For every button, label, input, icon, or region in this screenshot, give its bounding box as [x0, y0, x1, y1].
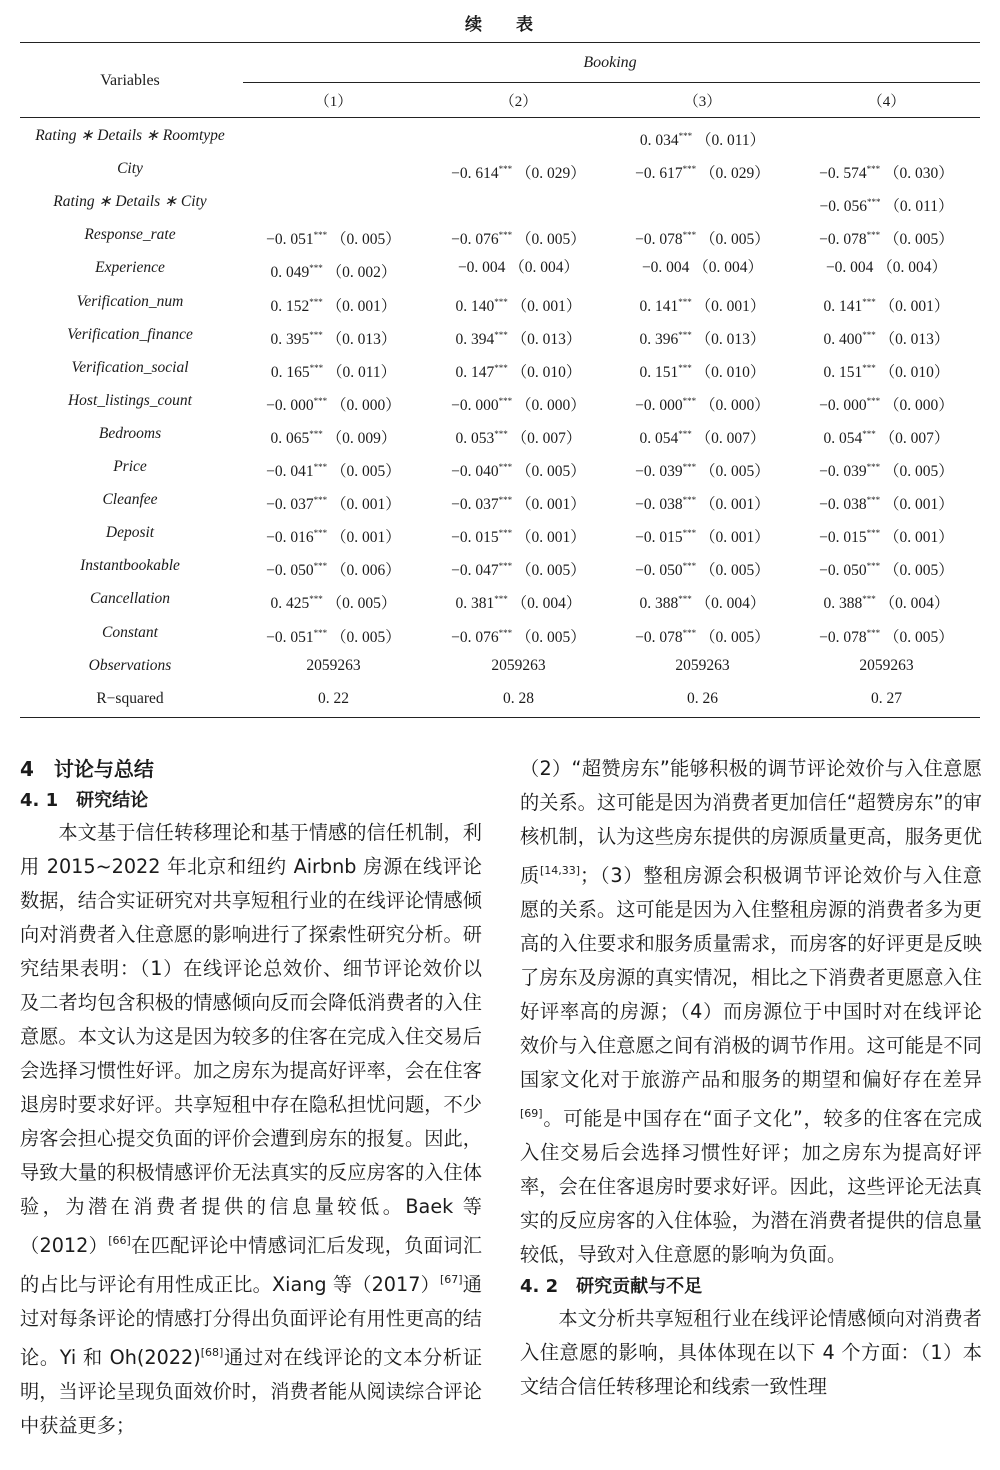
variables-header: Variables [100, 72, 160, 89]
section-heading: 4 讨论与总结 [20, 757, 154, 781]
table-cell: 0. 22 [318, 689, 349, 707]
table-cell: 0. 28 [503, 689, 534, 707]
table-cell: −0. 078*** （0. 005） [635, 627, 770, 646]
table-cell: −0. 040*** （0. 005） [451, 462, 586, 480]
row-variable-name: City [117, 160, 143, 178]
table-cell: −0. 039*** （0. 005） [819, 462, 954, 480]
column-label-2: （2） [499, 94, 538, 110]
row-variable-name: Constant [102, 623, 158, 641]
table-cell: 0. 053*** （0. 007） [455, 428, 582, 447]
table-cell: −0. 078*** （0. 005） [635, 230, 770, 249]
table-cell: −0. 015*** （0. 001） [635, 528, 770, 547]
table-cell: −0. 050*** （0. 005） [635, 561, 770, 580]
subsection-heading-4-1: 4. 1 研究结论 [20, 790, 149, 811]
table-cell: 0. 27 [871, 689, 902, 707]
table-cell: 0. 381*** （0. 004） [455, 594, 582, 613]
table-cell: −0. 078*** （0. 005） [819, 230, 954, 249]
table-cell: −0. 574*** （0. 030） [819, 164, 954, 183]
table-cell: 0. 054*** （0. 007） [639, 428, 766, 447]
table-cell: −0. 000*** （0. 000） [819, 395, 954, 414]
row-variable-name: Instantbookable [80, 557, 180, 575]
column-label-1: （1） [314, 94, 353, 110]
table-cell: 0. 388*** （0. 004） [639, 594, 766, 613]
table-cell: 0. 26 [687, 689, 718, 707]
table-top-rule [20, 42, 980, 43]
subsection-heading-4-2: 4. 2 研究贡献与不足 [520, 1276, 703, 1297]
table-cell: 0. 049*** （0. 002） [270, 263, 397, 282]
table-cell: 0. 395*** （0. 013） [270, 329, 397, 348]
row-variable-name: Rating ∗ Details ∗ Roomtype [35, 127, 225, 144]
row-variable-name: Cleanfee [102, 491, 158, 509]
table-cell: −0. 617*** （0. 029） [635, 164, 770, 183]
row-variable-name: Bedrooms [98, 424, 162, 442]
table-cell: −0. 076*** （0. 005） [451, 230, 586, 249]
row-variable-name: Experience [95, 259, 165, 277]
table-cell: −0. 037*** （0. 001） [266, 495, 401, 514]
table-cell: −0. 000*** （0. 000） [266, 395, 401, 414]
table-cell: −0. 041*** （0. 005） [266, 462, 401, 480]
row-variable-name: Host_listings_count [67, 391, 192, 409]
table-cell: 0. 165*** （0. 011） [270, 362, 397, 381]
right-text-column [520, 752, 982, 1404]
table-cell: −0. 050*** （0. 005） [819, 561, 954, 580]
column-label-3: （3） [683, 94, 722, 110]
table-cell: −0. 039*** （0. 005） [635, 462, 770, 480]
row-variable-name: Rating ∗ Details ∗ City [53, 193, 207, 211]
row-variable-name: Price [113, 458, 147, 475]
table-cell: −0. 004 （0. 004） [641, 259, 764, 277]
table-cell: 2059263 [675, 656, 730, 674]
booking-group-header: Booking [583, 54, 637, 71]
table-cell: −0. 016*** （0. 001） [266, 528, 401, 547]
table-cell: 0. 054*** （0. 007） [823, 428, 950, 447]
table-cell: −0. 056*** （0. 011） [819, 197, 954, 216]
table-cell: −0. 000*** （0. 000） [451, 395, 586, 414]
table-cell: 0. 151*** （0. 010） [823, 362, 950, 381]
conclusion-paragraph-continued: （2）“超赞房东”能够积极的调节评论效价与入住意愿的关系。这可能是因为消费者更加信任“超赞房东”的审核机制，认为这些房东提供的房源质量更高，服务更优质[14,33]；（3）整租房源会积极调节评论效价与入住意愿的关系。这可能是因为入住整租房源的消费者多为更高的入住要求和服务质量需求，而房客的好评更是反映了房东及房源的真实情况，相比之下消费者更愿意入住好评率高的房源；（4）而房源位于中国时对在线评论效价与入住意愿之间有消极的调节作用。这可能是不同国家文化对于旅游产品和服务的期望和偏好存在差异[69]。可能是中国存在“面子文化”，较多的住客在完成入住交易后会选择习惯性好评；加之房东为提高好评率，会在住客退房时要求好评。因此，这些评论无法真实的反应房客的入住体验，为潜在消费者提供的信息量较低，导致对入住意愿的影响为负面。 [520, 757, 982, 1266]
table-cell: −0. 004 （0. 004） [825, 259, 948, 277]
table-cell: 0. 147*** （0. 010） [455, 362, 582, 381]
table-cell: −0. 015*** （0. 001） [819, 528, 954, 547]
row-variable-name: R−squared [96, 689, 164, 707]
table-cell: −0. 000*** （0. 000） [635, 395, 770, 414]
row-variable-name: Deposit [105, 524, 155, 542]
table-cell: 2059263 [491, 656, 546, 674]
table-cell: −0. 047*** （0. 005） [451, 561, 586, 580]
table-cell: −0. 037*** （0. 001） [451, 495, 586, 514]
table-cell: 0. 065*** （0. 009） [270, 428, 397, 447]
table-bottom-rule [20, 717, 980, 718]
left-text-column [20, 752, 482, 1443]
table-cell: 0. 394*** （0. 013） [455, 329, 582, 348]
row-variable-name: Verification_num [76, 292, 184, 310]
row-variable-name: Verification_social [71, 358, 189, 376]
table-cell: 0. 140*** （0. 001） [455, 296, 582, 315]
column-label-4: （4） [867, 94, 906, 110]
table-cell: −0. 078*** （0. 005） [819, 627, 954, 646]
table-cell: 0. 034*** （0. 011） [639, 131, 766, 149]
conclusion-paragraph: 本文基于信任转移理论和基于情感的信任机制，利用 2015~2022 年北京和纽约 Airbnb 房源在线评论数据，结合实证研究对共享短租行业的在线评论情感倾向对消费者入住意愿的影响进行了探索性研究分析。研究结果表明：（1）在线评论总效价、细节评论效价以及二者均包含积极的情感倾向反而会降低消费者的入住意愿。本文认为这是因为较多的住客在完成入住交易后会选择习惯性好评。加之房东为提高好评率，会在住客退房时要求好评。共享短租中存在隐私担忧问题，不少房客会担心提交负面的评价会遭到房东的报复。因此，导致大量的积极情感评价无法真实的反应房客的入住体验，为潜在消费者提供的信息量较低。Baek 等（2012）[66]在匹配评论中情感词汇后发现，负面词汇的占比与评论有用性成正比。Xiang 等（2017）[67]通过对每条评论的情感打分得出负面评论有用性更高的结论。Yi 和 Oh(2022)[68]通过对在线评论的文本分析证明，当评论呈现负面效价时，消费者能从阅读综合评论中获益更多； [20, 821, 483, 1437]
header-bottom-rule [20, 117, 980, 118]
table-cell: 0. 141*** （0. 001） [639, 296, 766, 315]
table-cell: −0. 050*** （0. 006） [266, 561, 401, 580]
row-variable-name: Cancellation [89, 590, 171, 608]
table-cell: 0. 425*** （0. 005） [270, 594, 397, 613]
table-cell: −0. 051*** （0. 005） [266, 230, 401, 249]
table-cell: −0. 038*** （0. 001） [635, 495, 770, 514]
table-cell: 0. 396*** （0. 013） [639, 329, 766, 348]
table-cell: −0. 015*** （0. 001） [451, 528, 586, 547]
table-cell: −0. 076*** （0. 005） [451, 627, 586, 646]
contribution-paragraph: 本文分析共享短租行业在线评论情感倾向对消费者入住意愿的影响，具体体现在以下 4 个方面：（1）本文结合信任转移理论和线索一致性理 [520, 1307, 982, 1398]
table-cell: −0. 004 （0. 004） [457, 259, 580, 277]
table-cell: −0. 038*** （0. 001） [819, 495, 954, 514]
table-cell: 0. 141*** （0. 001） [823, 296, 950, 315]
table-cell: −0. 051*** （0. 005） [266, 627, 401, 646]
table-cell: 0. 151*** （0. 010） [639, 362, 766, 381]
table-cell: 0. 400*** （0. 013） [823, 329, 950, 348]
row-variable-name: Response_rate [84, 226, 176, 244]
table-cell: 2059263 [306, 656, 361, 674]
table-caption: 续 表 [465, 15, 535, 35]
table-cell: −0. 614*** （0. 029） [451, 164, 586, 183]
table-cell: 0. 388*** （0. 004） [823, 594, 950, 613]
row-variable-name: Observations [88, 656, 172, 674]
row-variable-name: Verification_finance [67, 325, 193, 343]
table-cell: 2059263 [859, 656, 914, 674]
table-cell: 0. 152*** （0. 001） [270, 296, 397, 315]
booking-underline [243, 82, 980, 83]
